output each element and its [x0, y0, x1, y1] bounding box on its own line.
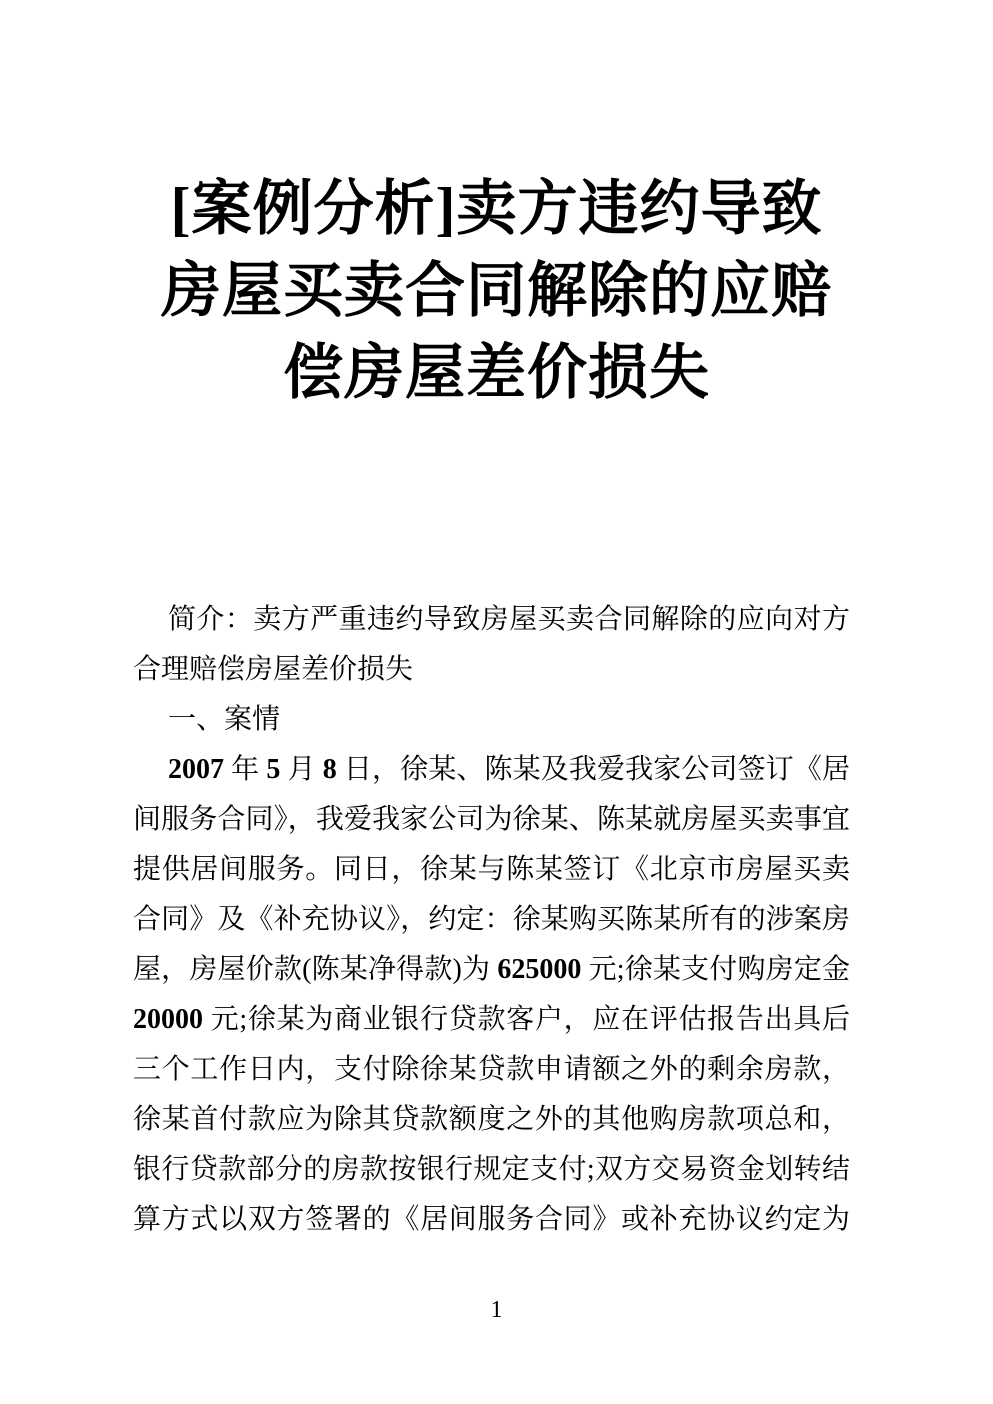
- body-line: 合理赔偿房屋差价损失: [133, 654, 414, 685]
- body-line: 徐某首付款应为除其贷款额度之外的其他购房款项总和，: [133, 1104, 850, 1135]
- paragraph-intro: [133, 595, 850, 695]
- page-footer: [0, 1296, 993, 1324]
- page-number: 1: [490, 1297, 503, 1323]
- document-body: [133, 595, 850, 1245]
- body-line: 一、案情: [168, 704, 281, 735]
- body-line: 简介：卖方严重违约导致房屋买卖合同解除的应向对方: [168, 604, 850, 635]
- body-line: 三个工作日内，支付除徐某贷款申请额之外的剩余房款，: [133, 1054, 850, 1085]
- title-line: 房屋买卖合同解除的应赔: [161, 258, 832, 324]
- body-line: 银行贷款部分的房款按银行规定支付;双方交易资金划转结: [133, 1154, 850, 1185]
- body-line: 屋，房屋价款(陈某净得款)为 625000 元;徐某支付购房定金: [133, 954, 850, 985]
- paragraph-section-heading: [133, 695, 850, 745]
- paragraph-case-facts: [133, 745, 850, 1245]
- body-line: 提供居间服务。同日，徐某与陈某签订《北京市房屋买卖: [133, 854, 850, 885]
- body-line: 2007 年 5 月 8 日，徐某、陈某及我爱我家公司签订《居: [168, 754, 850, 785]
- body-line: 算方式以双方签署的《居间服务合同》或补充协议约定为: [133, 1204, 850, 1235]
- body-line: 间服务合同》，我爱我家公司为徐某、陈某就房屋买卖事宜: [133, 804, 850, 835]
- title-line: 偿房屋差价损失: [283, 340, 710, 406]
- document-title: [0, 168, 993, 414]
- body-line: 合同》及《补充协议》，约定：徐某购买陈某所有的涉案房: [133, 904, 850, 935]
- body-line: 20000 元;徐某为商业银行贷款客户，应在评估报告出具后: [133, 1004, 850, 1035]
- title-line: [案例分析]卖方违约导致: [170, 176, 823, 242]
